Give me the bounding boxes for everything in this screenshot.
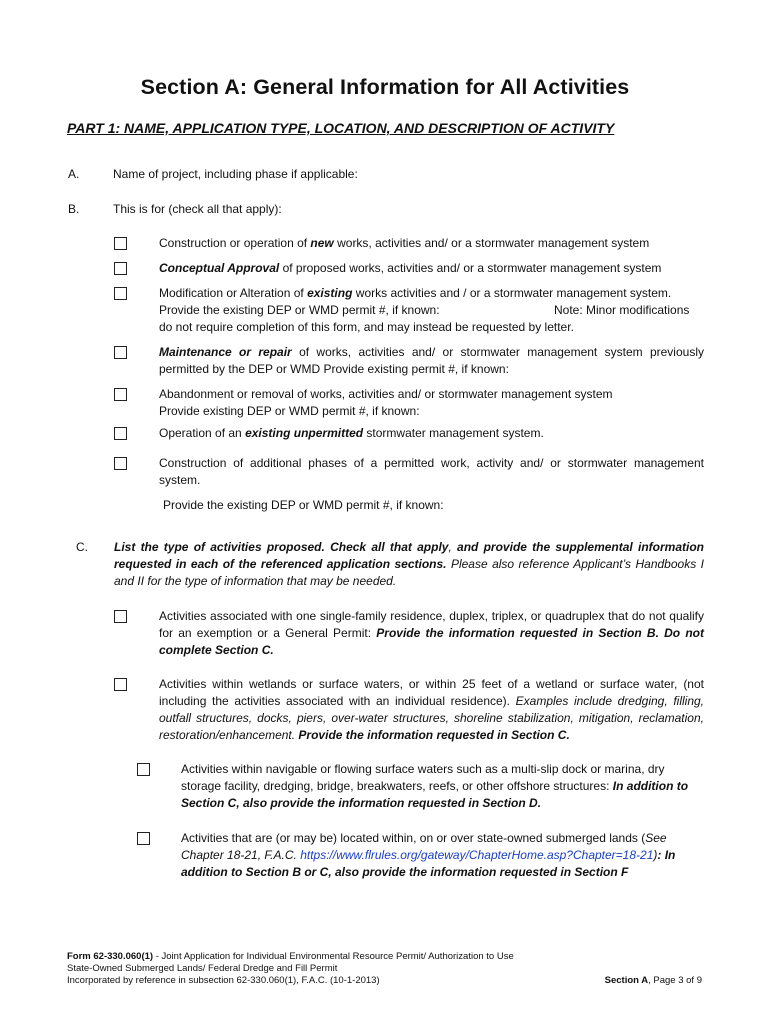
checkbox-new-works[interactable]	[114, 237, 127, 250]
option-text: of works, activities and/ or stormwater management system previously	[291, 345, 704, 359]
checkbox-modification[interactable]	[114, 287, 127, 300]
form-number: Form 62-330.060(1)	[67, 951, 154, 962]
checkbox-additional-phases[interactable]	[114, 457, 127, 470]
option-modification	[159, 285, 704, 336]
option-reference: See Chapter 18-21, F.A.C.	[181, 831, 667, 862]
option-examples: Examples include dredging, filling, outfall structures, docks, piers, over-water structures, shoreline stabilization, mitigation, reclamation, restoration/enhancement.	[159, 694, 704, 742]
part-heading: PART 1: NAME, APPLICATION TYPE, LOCATION, AND DESCRIPTION OF ACTIVITY	[67, 120, 615, 136]
footer-form-info	[67, 951, 567, 987]
footer-line: - Joint Application for Individual Environmental Resource Permit/ Authorization to Use	[153, 951, 514, 962]
page-number	[560, 975, 702, 987]
option-emphasis: new	[310, 236, 334, 250]
option-new-works	[159, 235, 704, 252]
permit-prompt: permitted by the DEP or WMD Provide existing permit #, if known:	[159, 362, 509, 376]
checkbox-abandonment[interactable]	[114, 388, 127, 401]
option-emphasis: existing	[307, 286, 353, 300]
flrules-link[interactable]: https://www.flrules.org/gateway/ChapterHome.asp?Chapter=18-21	[300, 848, 654, 862]
option-text: Activities that are (or may be) located within, on or over state-owned submerged lands (	[181, 831, 646, 845]
checkbox-wetlands[interactable]	[114, 678, 127, 691]
footer-line: State-Owned Submerged Lands/ Federal Dredge and Fill Permit	[67, 963, 338, 974]
option-text: Abandonment or removal of works, activities and/ or stormwater management system	[159, 387, 613, 401]
option-text: stormwater management system.	[363, 426, 544, 440]
option-unpermitted	[159, 425, 704, 442]
option-maintenance	[159, 344, 704, 378]
option-additional-phases	[159, 455, 704, 489]
permit-prompt: Provide the existing DEP or WMD permit #, if known:	[159, 303, 440, 317]
option-text: do not require completion of this form, and may instead be requested by letter.	[159, 320, 574, 334]
option-single-family	[159, 608, 704, 659]
intro-bold: and provide the supplemental information requested in each of the referenced application sections.	[114, 540, 704, 571]
intro-italic: Please also reference Applicant’s Handbooks I and II for the type of information that may be needed.	[114, 557, 704, 588]
item-b-letter: B.	[68, 202, 80, 216]
permit-prompt-additional: Provide the existing DEP or WMD permit #, if known:	[163, 498, 444, 512]
section-label: Section A	[604, 975, 649, 986]
option-wetlands	[159, 676, 704, 744]
intro-comma: ,	[448, 540, 452, 554]
option-emphasis: existing unpermitted	[245, 426, 364, 440]
option-text: system.	[159, 473, 201, 487]
minor-mod-note: Note: Minor modifications	[554, 303, 690, 317]
option-text: works activities and / or a stormwater management system.	[352, 286, 672, 300]
footer-line: Incorporated by reference in subsection 62-330.060(1), F.A.C. (10-1-2013)	[67, 975, 380, 986]
option-emphasis: Maintenance or repair	[159, 345, 292, 359]
option-text: Construction of additional phases of a permitted work, activity and/ or stormwater management	[159, 456, 704, 470]
option-instruction: Provide the information requested in Section C.	[295, 728, 570, 742]
permit-prompt: Provide existing DEP or WMD permit #, if known:	[159, 404, 420, 418]
checkbox-maintenance[interactable]	[114, 346, 127, 359]
option-text: Activities associated with one single-family residence, duplex, triplex, or quadruplex that do not qualify for an exemption or a General Permit:	[159, 609, 704, 640]
item-c-intro	[114, 539, 704, 590]
option-instruction: : In addition to Section B or C, also provide the information requested in Section F	[181, 848, 676, 879]
intro-bold: List the type of activities proposed. Check all that apply	[114, 540, 449, 554]
item-a-text: Name of project, including phase if applicable:	[113, 167, 358, 181]
checkbox-submerged-lands[interactable]	[137, 832, 150, 845]
option-conceptual-approval	[159, 260, 704, 277]
option-abandonment	[159, 386, 704, 420]
option-instruction: In addition to Section C, also provide the information requested in Section D.	[181, 779, 689, 810]
option-text: Activities within wetlands or surface waters, or within 25 feet of a wetland or surface water, (not including the activities associated with an individual residence).	[159, 677, 704, 708]
item-c-letter: C.	[76, 540, 88, 554]
option-submerged-lands	[181, 830, 704, 881]
option-instruction: Provide the information requested in Section B. Do not complete Section C.	[159, 626, 704, 657]
checkbox-single-family[interactable]	[114, 610, 127, 623]
checkbox-navigable-waters[interactable]	[137, 763, 150, 776]
option-text: of proposed works, activities and/ or a stormwater management system	[279, 261, 662, 275]
item-b-text: This is for (check all that apply):	[113, 202, 282, 216]
option-navigable-waters	[181, 761, 704, 812]
item-a-letter: A.	[68, 167, 80, 181]
option-text: Activities within navigable or flowing surface waters such as a multi-slip dock or marina, dry storage facility, dredging, bridge, breakwaters, reefs, or other offshore structures:	[181, 762, 665, 793]
checkbox-unpermitted[interactable]	[114, 427, 127, 440]
option-emphasis: Conceptual Approval	[159, 261, 280, 275]
page-text: , Page 3 of 9	[648, 975, 702, 986]
page-title: Section A: General Information for All Activities	[140, 75, 630, 99]
option-text: works, activities and/ or a stormwater management system	[333, 236, 650, 250]
checkbox-conceptual-approval[interactable]	[114, 262, 127, 275]
option-text: Modification or Alteration of	[159, 286, 308, 300]
option-paren: )	[653, 848, 658, 862]
option-text: Operation of an	[159, 426, 246, 440]
option-text: Construction or operation of	[159, 236, 311, 250]
